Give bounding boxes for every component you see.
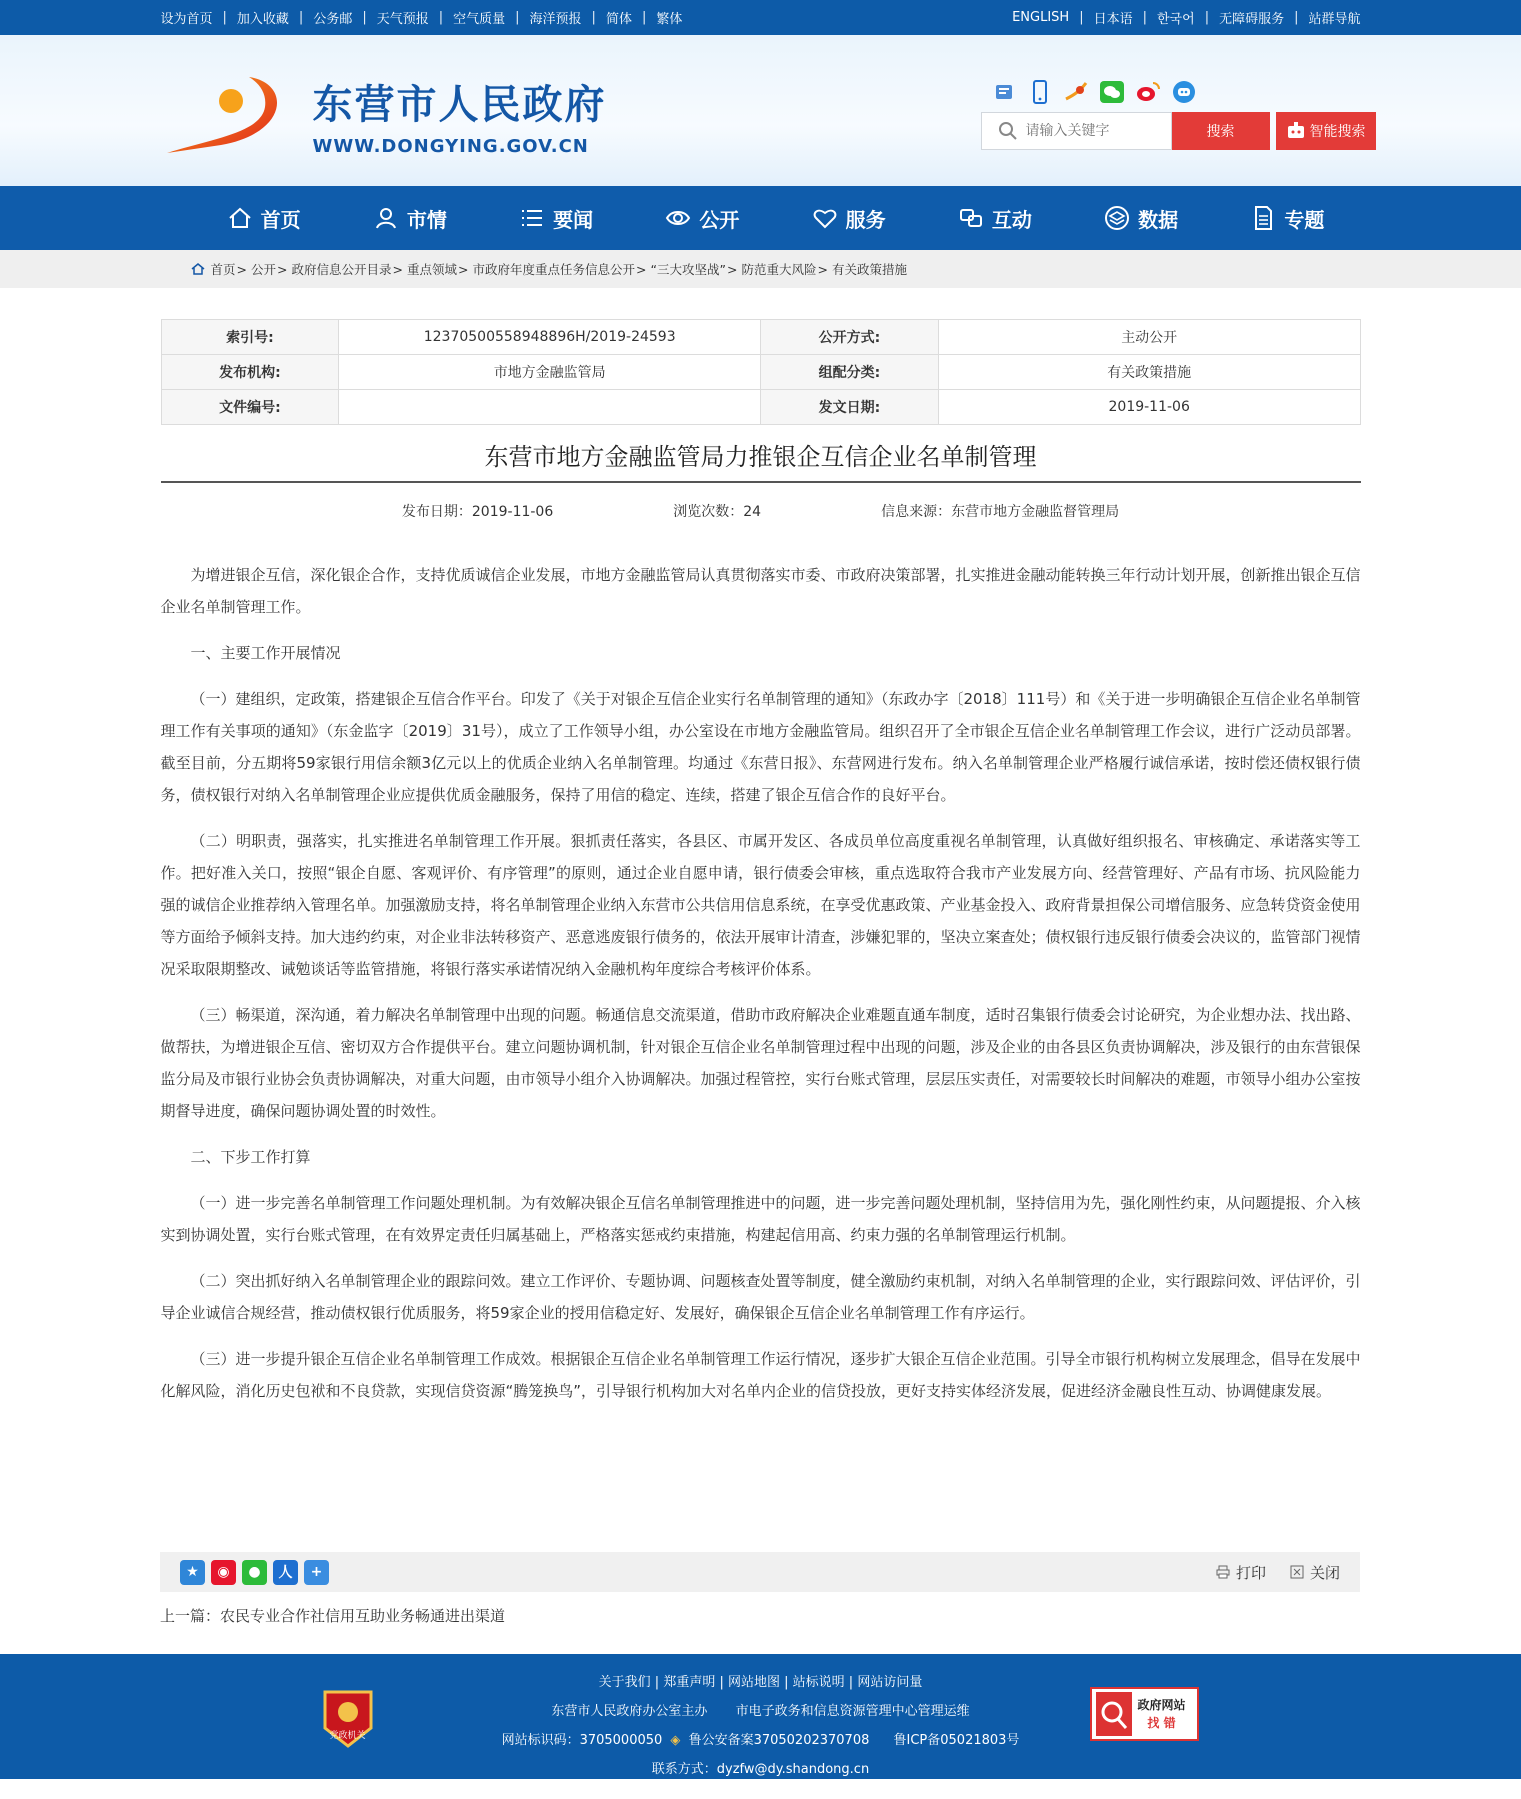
sitemap-link[interactable]: 网站地图 xyxy=(727,1675,780,1690)
breadcrumb-item[interactable]: 首页 xyxy=(210,262,236,277)
nav-home-label: 首页 xyxy=(260,207,301,232)
breadcrumb-item[interactable]: “三大攻坚战” xyxy=(650,262,726,277)
article-meta xyxy=(161,501,1361,521)
info-source: 信息来源：东营市地方金融监督管理局 xyxy=(881,504,1120,520)
share-more-icon[interactable]: + xyxy=(304,1560,329,1585)
date-label: 发文日期: xyxy=(761,390,939,425)
search-field[interactable] xyxy=(981,112,1172,150)
report-badge-line1: 政府网站 xyxy=(1137,1698,1186,1712)
robot-icon xyxy=(1286,121,1306,141)
info-table xyxy=(161,319,1361,425)
index-value: 12370500558948896H/2019-24593 xyxy=(339,320,761,355)
site-logo[interactable] xyxy=(161,73,607,157)
nav-interaction[interactable] xyxy=(922,186,1068,250)
social-icons xyxy=(990,78,1198,106)
home-icon xyxy=(227,205,253,231)
logo-emblem-icon xyxy=(161,73,291,157)
share-bar xyxy=(160,1552,1360,1592)
report-badge-line2: 找 错 xyxy=(1147,1716,1176,1730)
breadcrumb-item[interactable]: 重点领域 xyxy=(407,262,458,277)
breadcrumb-item[interactable]: 有关政策措施 xyxy=(831,262,907,277)
top-links-right: ENGLISH | 日本语 | 한국어 | 无障碍服务 | 站群导航 xyxy=(1012,10,1361,27)
top-bar xyxy=(0,0,1521,35)
print-button[interactable] xyxy=(1216,1562,1266,1583)
contact-info: 联系方式：dyzfw@dy.shandong.cn xyxy=(651,1762,870,1777)
print-label: 打印 xyxy=(1235,1563,1266,1582)
police-badge-icon: ◈ xyxy=(670,1733,681,1748)
site-name: 东营市人民政府 xyxy=(312,82,607,128)
police-record-link[interactable]: 鲁公安备案37050202370708 xyxy=(688,1733,870,1748)
header xyxy=(0,35,1521,186)
nav-city-info[interactable] xyxy=(337,186,483,250)
nav-data-label: 数据 xyxy=(1138,207,1179,232)
date-value: 2019-11-06 xyxy=(938,390,1360,425)
category-value: 有关政策措施 xyxy=(938,355,1360,390)
party-gov-badge-text: 党政机关 xyxy=(329,1731,366,1741)
org-label: 发布机构: xyxy=(161,355,339,390)
top-links-left: 设为首页 | 加入收藏 | 公务邮 | 天气预报 | 空气质量 | 海洋预报 | 简体 | 繁体 xyxy=(160,10,683,27)
heart-icon xyxy=(812,205,838,231)
toutiao-icon[interactable] xyxy=(1062,78,1090,106)
public-label: 公开方式: xyxy=(761,320,939,355)
search-input[interactable] xyxy=(1026,123,1166,139)
japanese-link[interactable]: 日本语 xyxy=(1093,12,1133,27)
traditional-link[interactable]: 繁体 xyxy=(656,12,683,27)
share-weibo-icon[interactable]: ◉ xyxy=(211,1560,236,1585)
eye-icon xyxy=(665,205,691,231)
article-title: 东营市地方金融监管局力推银企互信企业名单制管理 xyxy=(161,437,1361,483)
breadcrumb-item[interactable]: 政府信息公开目录 xyxy=(291,262,392,277)
paragraph: （二）明职责，强落实，扎实推进名单制管理工作开展。狠抓责任落实，各县区、市属开发区、各成员单位高度重视名单制管理，认真做好组织报名、审核确定、承诺落实等工作。把好准入关口，按照“银企自愿、客观评价、有序管理”的原则，通过企业自愿申请，银行债委会审核，重点选取符合我市产业发展方向、经营管理好、产品有市场、抗风险能力强的诚信企业推荐纳入管理名单。加强激励支持，将名单制管理企业纳入东营市公共信用信息系统，在享受优惠政策、产业基金投入、政府背景担保公司增信服务、应急转贷资金使用等方面给予倾斜支持。加大违约约束，对企业非法转移资产、恶意逃废银行债务的，依法开展审计清查，涉嫌犯罪的，坚决立案查处；债权银行违反银行债委会决议的，监管部门视情况采取限期整改、诫勉谈话等监管措施，将银行落实承诺情况纳入金融机构年度综合考核评价体系。 xyxy=(160,832,1361,978)
logo-info-link[interactable]: 站标说明 xyxy=(792,1675,845,1690)
smart-search-label: 智能搜索 xyxy=(1309,124,1366,140)
simplified-link[interactable]: 简体 xyxy=(605,12,632,27)
gov-mail-link[interactable]: 公务邮 xyxy=(313,12,353,27)
previous-article xyxy=(160,1605,505,1626)
view-count: 浏览次数：24 xyxy=(673,504,762,520)
nav-topics-label: 专题 xyxy=(1284,207,1325,232)
paragraph: （一）进一步完善名单制管理工作问题处理机制。为有效解决银企互信名单制管理推进中的问题，进一步完善问题处理机制，坚持信用为先，强化刚性约束，从问题提报、介入核实到协调处置，实行台账式管理，在有效界定责任归属基础上，严格落实惩戒约束措施，构建起信用高、约束力强的名单制管理运行机制。 xyxy=(160,1194,1361,1244)
magnifier-icon xyxy=(1096,1692,1132,1736)
footer xyxy=(0,1654,1521,1779)
nav-topics[interactable] xyxy=(1214,186,1360,250)
paragraph: 为增进银企互信，深化银企合作，支持优质诚信企业发展，市地方金融监管局认真贯彻落实市委、市政府决策部署，扎实推进金融动能转换三年行动计划开展，创新推出银企互信企业名单制管理工作。 xyxy=(160,566,1361,616)
weibo-icon[interactable] xyxy=(1134,78,1162,106)
weather-link[interactable]: 天气预报 xyxy=(376,12,429,27)
paragraph: （三）畅渠道，深沟通，着力解决名单制管理中出现的问题。畅通信息交流渠道，借助市政府解决企业难题直通车制度，适时召集银行债委会讨论研究，为企业想办法、找出路、做帮扶，为增进银企互信、密切双方合作提供平台。建立问题协调机制，针对银企互信企业名单制管理过程中出现的问题，涉及企业的由各县区负责协调解决，涉及银行的由东营银保监分局及市银行业协会负责协调解决，对重大问题，由市领导小组介入协调解决。加强过程管控，实行台账式管理，层层压实责任，对需要较长时间解决的难题，市领导小组办公室按期督导进度，确保问题协调处置的时效性。 xyxy=(160,1006,1361,1120)
nav-data[interactable] xyxy=(1068,186,1214,250)
nav-service[interactable] xyxy=(776,186,922,250)
search-icon xyxy=(998,121,1018,141)
air-quality-link[interactable]: 空气质量 xyxy=(453,12,506,27)
set-homepage-link[interactable]: 设为首页 xyxy=(160,12,213,27)
site-group-link[interactable]: 站群导航 xyxy=(1308,12,1361,27)
paragraph: （一）建组织，定政策，搭建银企互信合作平台。印发了《关于对银企互信企业实行名单制管理的通知》（东政办字〔2018〕111号）和《关于进一步明确银企互信企业名单制管理工作有关事项的通知》（东金监字〔2019〕31号），成立了工作领导小组，办公室设在市地方金融监管局。组织召开了全市银企互信企业名单制管理工作会议，进行广泛动员部署。截至目前，分五期将59家银行用信余额3亿元以上的优质企业纳入名单制管理。均通过《东营日报》、东营网进行发布。纳入名单制管理企业严格履行诚信承诺，按时偿还债权银行债务，债权银行对纳入名单制管理企业应提供优质金融服务，保持了用信的稳定、连续，搭建了银企互信合作的良好平台。 xyxy=(160,690,1361,804)
statement-link[interactable]: 郑重声明 xyxy=(663,1675,716,1690)
article-body xyxy=(161,559,1361,1407)
share-renren-icon[interactable]: 人 xyxy=(273,1560,298,1585)
index-label: 索引号: xyxy=(161,320,339,355)
interaction-icon xyxy=(958,205,984,231)
close-label: 关闭 xyxy=(1309,1563,1340,1582)
wechat-icon[interactable] xyxy=(1098,78,1126,106)
nav-news[interactable] xyxy=(483,186,629,250)
visits-link[interactable]: 网站访问量 xyxy=(857,1675,923,1690)
share-qzone-icon[interactable]: ★ xyxy=(180,1560,205,1585)
footer-info: 关于我们 | 郑重声明 | 网站地图 | 站标说明 | 网站访问量 东营市人民政府办公室主办 市电子政务和信息资源管理中心管理运维 网站标识码：3705000050 ◈ 鲁公安备案37050202370708 鲁ICP备05021803号 联系方式：dyzfw@dy.shandong.cn xyxy=(501,1675,1020,1777)
org-value: 市地方金融监管局 xyxy=(339,355,761,390)
publish-date: 发布日期：2019-11-06 xyxy=(401,504,554,520)
previous-article-link[interactable]: 农民专业合作社信用互助业务畅通进出渠道 xyxy=(220,1607,506,1625)
section-heading: 一、主要工作开展情况 xyxy=(190,644,341,662)
list-icon xyxy=(519,205,545,231)
english-link[interactable]: ENGLISH xyxy=(1012,10,1070,25)
close-button[interactable] xyxy=(1290,1562,1340,1583)
korean-link[interactable]: 한국어 xyxy=(1157,12,1195,27)
search-form xyxy=(981,112,1376,150)
operator-org: 市电子政务和信息资源管理中心管理运维 xyxy=(735,1704,970,1719)
gov-app-icon[interactable] xyxy=(990,78,1018,106)
service-robot-icon[interactable] xyxy=(1170,78,1198,106)
nav-public[interactable] xyxy=(629,186,775,250)
previous-label: 上一篇： xyxy=(160,1607,221,1625)
site-url: WWW.DONGYING.GOV.CN xyxy=(312,136,589,157)
share-wechat-icon[interactable]: ● xyxy=(242,1560,267,1585)
site-code: 网站标识码：3705000050 xyxy=(501,1733,663,1748)
accessibility-link[interactable]: 无障碍服务 xyxy=(1219,12,1285,27)
page-tools xyxy=(1216,1562,1340,1583)
data-icon xyxy=(1104,205,1130,231)
breadcrumb-item[interactable]: 公开 xyxy=(251,262,277,277)
icp-link[interactable]: 鲁ICP备05021803号 xyxy=(893,1733,1020,1748)
nav-news-label: 要闻 xyxy=(553,207,594,232)
document-icon xyxy=(1250,205,1276,231)
nav-service-label: 服务 xyxy=(845,207,886,232)
breadcrumb-item[interactable]: 市政府年度重点任务信息公开 xyxy=(472,262,636,277)
share-icons xyxy=(180,1560,329,1585)
paragraph: （三）进一步提升银企互信企业名单制管理工作成效。根据银企互信企业名单制管理工作运行情况，逐步扩大银企互信企业范围。引导全市银行机构树立发展理念，倡导在发展中化解风险，消化历史包袱和不良贷款，实现信贷资源“腾笼换鸟”，引导银行机构加大对名单内企业的信贷投放，更好支持实体经济发展，促进经济金融良性互动、协调健康发展。 xyxy=(160,1350,1361,1400)
main-nav xyxy=(0,186,1521,250)
public-value: 主动公开 xyxy=(938,320,1360,355)
docno-label: 文件编号: xyxy=(161,390,339,425)
ocean-forecast-link[interactable]: 海洋预报 xyxy=(529,12,582,27)
printer-icon xyxy=(1216,1565,1230,1579)
close-icon xyxy=(1290,1565,1304,1579)
host-org: 东营市人民政府办公室主办 xyxy=(551,1704,708,1719)
nav-city-info-label: 市情 xyxy=(406,207,447,232)
category-label: 组配分类: xyxy=(761,355,939,390)
report-error-badge[interactable] xyxy=(1090,1687,1199,1741)
article-main xyxy=(161,319,1361,1407)
breadcrumb: 首页 > 公开 > 政府信息公开目录 > 重点领域 > 市政府年度重点任务信息公开 > “三大攻坚战” > 防范重大风险 > 有关政策措施 xyxy=(0,250,1521,288)
home-icon xyxy=(191,262,205,276)
mobile-icon[interactable] xyxy=(1026,78,1054,106)
docno-value xyxy=(339,390,761,425)
about-link[interactable]: 关于我们 xyxy=(598,1675,651,1690)
nav-interaction-label: 互动 xyxy=(991,207,1032,232)
nav-public-label: 公开 xyxy=(699,207,740,232)
search-button[interactable]: 搜索 xyxy=(1172,112,1270,150)
nav-home[interactable] xyxy=(191,186,337,250)
city-info-icon xyxy=(373,205,399,231)
add-favorite-link[interactable]: 加入收藏 xyxy=(236,12,289,27)
breadcrumb-item[interactable]: 防范重大风险 xyxy=(741,262,817,277)
section-heading: 二、下步工作打算 xyxy=(190,1148,311,1166)
smart-search-button[interactable] xyxy=(1276,112,1376,150)
paragraph: （二）突出抓好纳入名单制管理企业的跟踪问效。建立工作评价、专题协调、问题核查处置等制度，健全激励约束机制，对纳入名单制管理的企业，实行跟踪问效、评估评价，引导企业诚信合规经营，推动债权银行优质服务，将59家企业的授用信稳定好、发展好，确保银企互信企业名单制管理工作有序运行。 xyxy=(160,1272,1361,1322)
